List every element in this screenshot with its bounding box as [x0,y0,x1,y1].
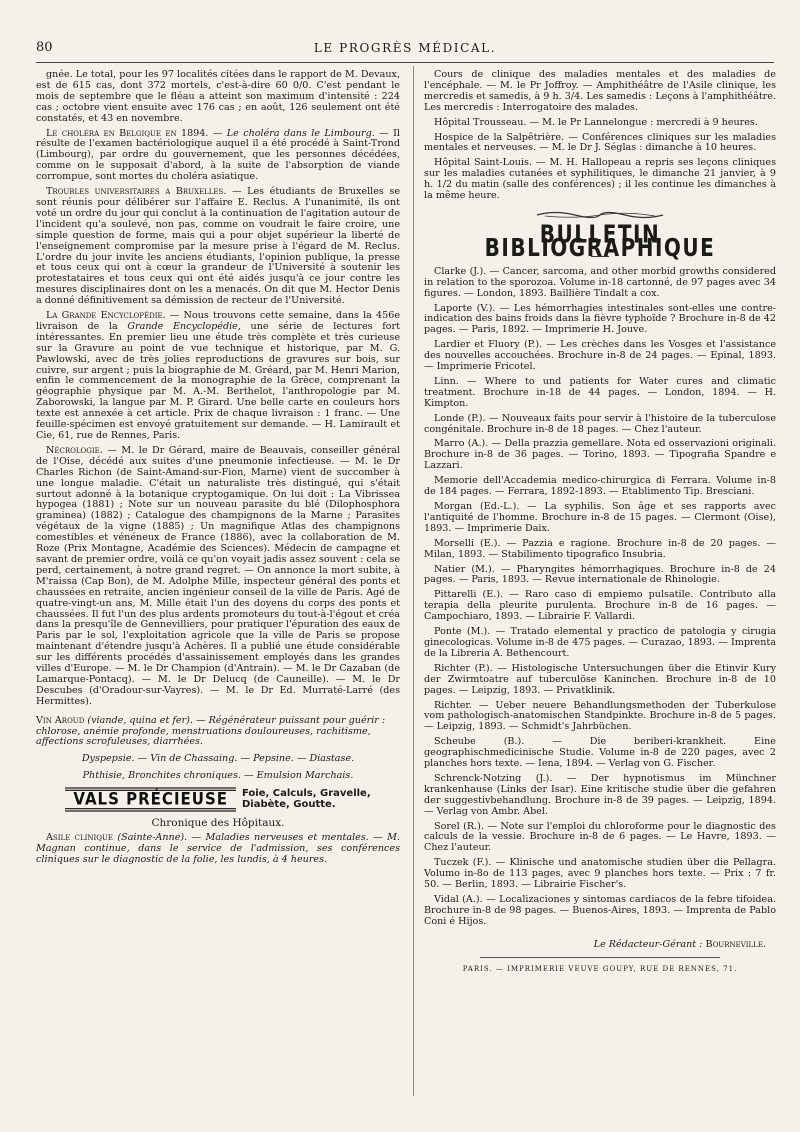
vals-tag-line-1: Foie, Calculs, Gravelle, [242,788,371,800]
bulletin-title: BULLETIN BIBLIOGRAPHIQUE [484,218,716,263]
encyclopedie-heading: La Grande Encyclopédie. [46,310,166,322]
vin-aroud-text: (viande, quina et fer). — Régénérateur puissant pour guérir : chlorose, anémie profonde, menstruations douloureuses, rachitisme, affections scrofuleuses, diarrhées. [36,714,386,748]
vin-aroud-ad [36,716,400,749]
bibliography-entry: Memorie dell'Accademia medico-chirurgica di Ferrara. Volume in-8 de 184 pages. — Ferrara, 1892-1893. — Etablimento Tip. Bresciani. [424,475,776,498]
bibliography-entry: Laporte (V.). — Les hémorrhagies intestinales sont-elles une contre-indication des bains froids dans la fièvre typhoïde ? Brochure in-8 de 42 pages. — Paris, 1892. — Imprimerie H. Jouve. [424,302,776,336]
bibliography-entry: Richter (P.). — Histologische Untersuchungen über die Etinvir Kury der Zwirmtoatre auf tuberculöse Kaninchen. Brochure in-8 de 10 pages. — Leipzig, 1893. — Privatklinik. [424,662,776,696]
separator: — [208,127,227,139]
bibliography-entry: Londe (P.). — Nouveaux faits pour servir à l'histoire de la tuberculose congénitale. Brochure in-8 de 18 pages. — Chez l'auteur. [424,412,776,435]
encyclopedie-body-b: , une série de lectures fort intéressantes. En premier lieu une étude très complète et très curieuse sur la Gravure au point de vue technique et historique, par M. G. Pawlowski, avec de très jolies reproductions de gravures sur bois, sur cuivre, sur argent ; puis la biographie de M. Gréard, par M. Henri Marion, enfin le commencement de la monographie de la Grèce, comprenant la géographie physique par M. A.-M. Berthelot, l'anthropologie par M. Zaborowski, la langue par M. P. Girard. Une belle carte en couleurs hors texte est annexée à cet article. Prix de chaque livraison : 1 franc. — Une feuille-spécimen est envoyé gratuitement sur demande. — H. Lamirault et Cie, 61, rue de Rennes, Paris. [36,320,400,441]
necrologie-body: — M. le Dr Gérard, maire de Beauvais, conseiller général de l'Oise, décédé aux suites d'une pneumonie infectieuse. — M. le Dr Charles Richon (de Saint-Amand-sur-Fion, Marne) vient de succomber à une longue maladie. C'était un naturaliste très distingué, qui s'était surtout adonné à la botanique cryptogamique. On lui doit : La Vibrissea hypogea (1881) ; Note sur un nouveau parasite du blé (Dilophosphora graminea) (1882) ; Catalogue des champignons de la Marne ; Parasites végétaux de la vigne (1885) ; Un magnifique Atlas des champignons comestibles et vénéneux de France (1886), avec la collaboration de M. Roze (Prix Montagne, Académie des Sciences). Médecin de campagne et savant de premier ordre, voilà ce qu'on voyait jadis assez souvent : cela se perd, certainement, à notre grand regret. — On annonce la mort subite, à M'raissa (Cap Bon), de M. Adolphe Mille, inspecteur général des ponts et chaussées en retraite, ancien ingénieur conseil de la ville de Paris. Agé de quatre-vingt-un ans, M. Mille était l'un des doyens du corps des ponts et chaussées. Il fut l'un des plus ardents promoteurs du tout-à-l'égout et créa dans la presqu'île de Gennevilliers, pour pratiquer l'épuration des eaux de Paris par le sol, l'exploitation agricole que la ville de Paris se propose maintenant d'étendre jusqu'à Achères. Il a publié une étude considérable sur les différents procédés d'assainissement employés dans les grandes villes d'Europe. — M. le Dr Champion (d'Antrain). — M. le Dr Cazaban (de Lamarque-Pontacq). — M. le Dr Delucq (de Cauneille). — M. le Dr Descubes (d'Oradour-sur-Vayres). — M. le Dr Ed. Murraté-Larré (des Hermittes). [36,444,400,707]
vals-tag-line-2: Diabète, Goutte. [242,799,336,811]
vin-aroud-name: Vin Aroud [36,714,85,726]
bibliography-entry: Morgan (Ed.-L.). — La syphilis. Son âge et ses rapports avec l'antiquité de l'homme. Brochure in-8 de 15 pages. — Clermont (Oise), 1893. — Imprimerie Daix. [424,501,776,534]
bibliography-entry: Linn. — Where to und patients for Water cures and climatic treatment. Brochure in-18 de 44 pages. — London, 1894. — H. Kimpton. [424,375,776,409]
bibliography-entry: Morselli (E.). — Pazzia e ragione. Brochure in-8 de 20 pages. — Milan, 1893. — Stabilimento tipografico Insubria. [424,537,776,560]
cholera-stats-paragraph: gnée. Le total, pour les 97 localités citées dans le rapport de M. Devaux, est de 615 cas, dont 372 mortels, c'est-à-dire 60 0/0. C'est pendant le mois de septembre que le fléau a atteint son maximum d'intensité : 224 cas ; octobre vient ensuite avec 176 cas ; en août, 126 seulement ont été constatés, et 43 en novembre. [36,69,400,124]
right-column [424,70,776,979]
bibliography-entry: Marro (A.). — Della prazzia gemellare. Nota ed osservazioni originali. Brochure in-8 de 36 pages. — Torino, 1893. — Tipografia Spandre e Lazzari. [424,438,776,472]
bibliography-entry: Vidal (A.). — Localizaciones y sintomas cardiacos de la febre tifoidea. Brochure in-8 de 98 pages. — Buenos-Aires, 1893. — Imprenta de Pablo Coni é Hijos. [424,894,776,927]
asile-clinique-paragraph [36,833,400,866]
asile-clinique-body: (Sainte-Anne). — Maladies nerveuses et mentales. — M. Magnan continue, dans le service de l'admission, ses conférences cliniques sur le diagnostic de la folie, les lundis, à 4 heures. [36,832,400,865]
brussels-heading: Troubles universitaires a Bruxelles. [46,186,227,198]
salpetriere-entry: Hospice de la Salpêtrière. — Conférences cliniques sur les maladies mentales et nerveuses. — M. le Dr J. Séglas : dimanche à 10 heures. [424,131,776,154]
bibliography-list [424,267,776,928]
encyclopedie-paragraph [36,311,400,442]
signature-label: Le Rédacteur-Gérant : [593,938,703,950]
belgium-cholera-heading: Le choléra en Belgique en 1894. [46,127,209,139]
page-number: 80 [36,40,53,55]
necrologie-heading: Nécrologie. [46,444,103,456]
dyspepsie-text: Dyspepsie. — Vin de Chassaing. — Pepsine. — Diastase. [81,753,355,765]
bibliography-entry: Schrenck-Notzing (J.). — Der hypnotismus im Münchner krankenhause (Links der Isar). Eine kritische studie über die gefahren der suggestivbehandlung. Brochure in-8 de 39 pages. — Leipzig, 1894. — Verlag von Ambr. Abel. [424,772,776,817]
bibliography-entry: Sorel (R.). — Note sur l'emploi du chloroforme pour le diagnostic des calculs de la vessie. Brochure in-8 de 6 pages. — Le Havre, 1893. — Chez l'auteur. [424,820,776,854]
bibliography-entry: Scheube (B.). — Die beriberi-krankheit. Eine geographischmedicinische Studie. Volume in-8 de 220 pages, avec 2 planches hors texte. — Iena, 1894. — Verlag von G. Fischer. [424,736,776,770]
page-header [36,40,774,60]
trousseau-entry: Hôpital Trousseau. — M. le Pr Lannelongue : mercredi à 9 heures. [434,116,758,128]
encyclopedie-italic: Grande Encyclopédie [127,320,238,332]
header-rule [36,62,774,63]
left-column [36,70,400,870]
column-rule [413,66,414,1096]
signature-name: Bourneville. [705,938,766,950]
vals-ad [36,788,400,810]
belgium-cholera-body: — Il résulte de l'examen bactériologique auquel il a été procédé à Saint-Trond (Limbourg), par ordre du gouvernement, que les personnes décédées, comme on le supposait d'abord, à la suite de l'absorption de viande corrompue, sont mortes du choléra asiatique. [36,127,400,183]
bibliography-entry: Richter. — Ueber neuere Behandlungsmethoden der Tuberkulose vom pathologisch-anatomischen Standpinkte. Brochure in-8 de 5 pages. — Leipzig, 1893. — Schmidt's Jahrbüchen. [424,699,776,733]
phthisie-text: Phthisie, Bronchites chroniques. — Emulsion Marchais. [82,770,354,782]
asile-clinique-heading: Asile clinique [46,832,114,844]
bibliography-entry: Clarke (J.). — Cancer, sarcoma, and other morbid growths considered in relation to the sporozoa. Volume in-18 cartonné, de 97 pages avec 34 figures. — London, 1893. Baillière Tindalt a cox. [424,265,776,299]
limbourg-title: Le choléra dans le Limbourg. [226,127,375,139]
signature-rule [480,957,720,958]
bibliography-entry: Tuczek (F.). — Klinische und anatomische studien über die Pellagra. Volumo in-8o de 113 pages, avec 9 planches hors texte. — Prix : 7 fr. 50. — Berlin, 1893. — Librairie Fischer's. [424,857,776,891]
bibliography-entry: Pittarelli (E.). — Raro caso di empiemo pulsatile. Contributo alla terapia della pleurite purulenta. Brochure in-8 de 16 pages. — Campochiaro, 1893. — Librairie F. Vallardi. [424,589,776,623]
vals-logo: VALS PRÉCIEUSE [65,787,236,811]
saint-louis-entry: Hôpital Saint-Louis. — M. H. Hallopeau a repris ses leçons cliniques sur les maladies cutanées et syphilitiques, le dimanche 21 janvier, à 9 h. 1/2 du matin (salle des conférences) ; il les continue les dimanches à la même heure. [424,157,776,202]
brussels-paragraph [36,187,400,307]
phthisie-ad [36,771,400,782]
encyclopedie-body-a: — Nous trouvons cette semaine, dans la 456e livraison de la [36,310,400,332]
bibliography-entry: Natier (M.). — Pharyngites hémorrhagiques. Brochure in-8 de 24 pages. — Paris, 1893. — Revue internationale de Rhinologie. [424,563,776,586]
signature [424,940,766,951]
bibliography-entry: Lardier et Fluory (P.). — Les crèches dans les Vosges et l'assistance des nouvelles accouchées. Brochure in-8 de 24 pages. — Epinal, 1893. — Imprimerie Fricotel. [424,339,776,373]
bibliography-entry: Ponte (M.). — Tratado elemental y practico de patologia y cirugia ginecologicas. Volume in-8 de 475 pages. — Curazao, 1893. — Imprenta de la Libreria A. Bethencourt. [424,626,776,659]
dyspepsie-ad [36,754,400,765]
belgium-cholera-paragraph [36,129,400,184]
joffroy-course: Cours de clinique des maladies mentales et des maladies de l'encéphale. — M. le Pr Joffroy. — Amphithéâtre de l'Asile clinique, les mercredis et samedis, à 9 h. 3/4. Les samedis : Leçons à l'amphithéâtre. Les mercredis : Interrogatoire des malades. [424,69,776,113]
necrologie-paragraph [36,446,400,708]
running-title: LE PROGRÈS MÉDICAL. [313,41,497,55]
brussels-body: — Les étudiants de Bruxelles se sont réunis pour délibérer sur l'affaire E. Reclus. A l'unanimité, ils ont voté un ordre du jour qui conclut à la continuation de l'agitation autour de l'incident qu'a soulevé, non pas, comme on voudrait le faire croire, une simple question de forme, mais qui a pour objet supérieur la liberté de l'enseignement compromise par la mesure prise à l'égard de M. Reclus. L'ordre du jour invite les anciens étudiants, l'opinion publique, la presse et tous ceux qui ont à cœur la grandeur de l'Université à soutenir les protestataires et tous ceux qui ont été aidés jusqu'à ce jour contre les mesures disciplinaires dont on les a menacés. On dit que M. Hector Denis a donné définitivement sa démission de recteur de l'Université. [36,186,400,307]
printer-line: PARIS. — IMPRIMERIE VEUVE GOUPY, RUE DE RENNES, 71. [462,964,738,973]
chronique-title: Chronique des Hôpitaux. [151,817,285,830]
vals-tagline [242,788,371,810]
